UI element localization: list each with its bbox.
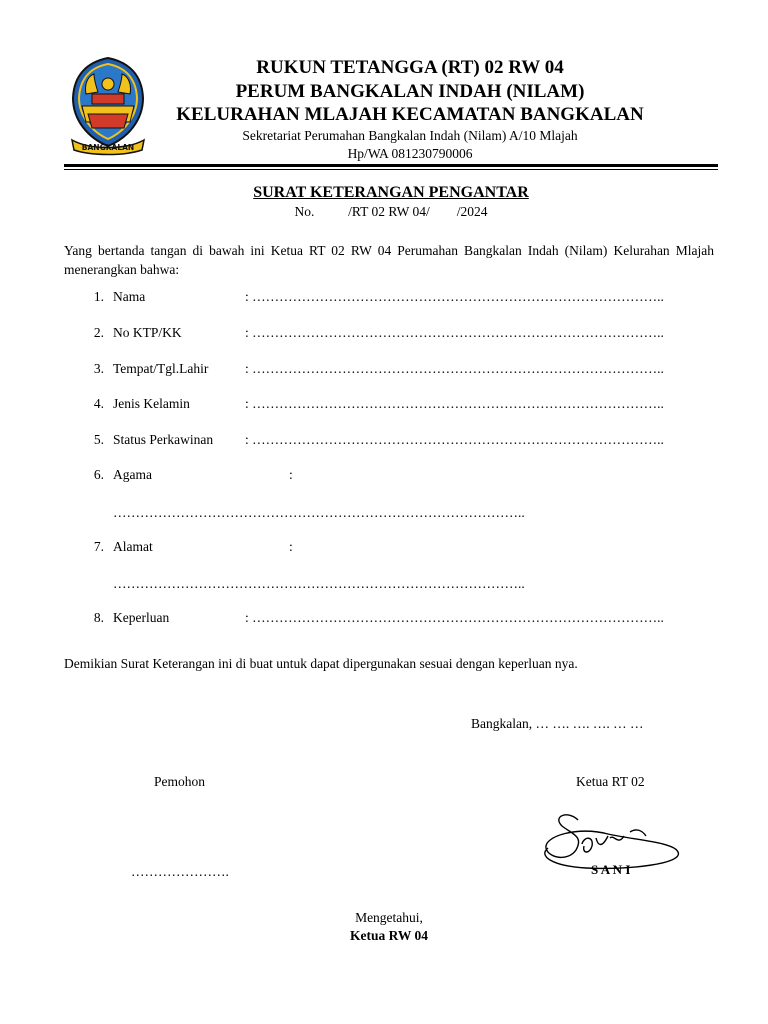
field-fill-line: : ………………………………………………………………………………..	[245, 396, 664, 411]
field-fill-line: : ………………………………………………………………………………..	[245, 432, 664, 447]
field-row-ttl	[88, 359, 718, 379]
header-line-2: PERUM BANGKALAN INDAH (NILAM)	[235, 81, 585, 102]
field-number: 5.	[93, 432, 104, 447]
field-row-status	[88, 430, 718, 450]
letter-number: No. /RT 02 RW 04/ /2024	[294, 204, 488, 219]
field-label: Agama	[113, 467, 152, 482]
field-number: 1.	[93, 289, 104, 304]
header-line-1: RUKUN TETANGGA (RT) 02 RW 04	[256, 57, 564, 78]
field-colon: :	[289, 539, 293, 554]
header-divider-thin	[64, 169, 718, 170]
logo-text: BANGKALAN	[81, 143, 135, 152]
letter-title: SURAT KETERANGAN PENGANTAR	[253, 184, 529, 201]
field-fill-line: : ………………………………………………………………………………..	[245, 361, 664, 376]
field-number: 2.	[93, 325, 104, 340]
applicant-label: Pemohon	[154, 774, 206, 789]
bangkalan-logo	[70, 56, 146, 156]
field-blank-line-agama: ………………………………………………………………………………..	[113, 505, 525, 520]
field-row-keperluan	[88, 608, 718, 628]
field-number: 3.	[93, 361, 104, 376]
field-label: Jenis Kelamin	[113, 396, 190, 411]
header-address: Sekretariat Perumahan Bangkalan Indah (Nilam) A/10 Mlajah	[242, 128, 578, 143]
letter-intro: Yang bertanda tangan di bawah ini Ketua RT 02 RW 04 Perumahan Bangkalan Indah (Nilam) Kelurahan Mlajah menerangkan bahwa:	[64, 243, 714, 277]
header-divider-thick	[64, 164, 718, 167]
rt-chief-name: S A N I	[591, 862, 631, 877]
field-label: Nama	[113, 289, 146, 304]
field-row-ktp	[88, 323, 718, 343]
field-row-jenis-kelamin	[88, 394, 718, 414]
field-label: Alamat	[113, 539, 153, 554]
field-row-alamat	[88, 537, 718, 557]
field-row-agama	[88, 465, 718, 485]
field-number: 7.	[93, 539, 104, 554]
field-number: 6.	[93, 467, 104, 482]
field-label: Status Perkawinan	[113, 432, 214, 447]
closing-text: Demikian Surat Keterangan ini di buat untuk dapat dipergunakan sesuai dengan keperluan nya.	[64, 656, 578, 671]
header-line-3: KELURAHAN MLAJAH KECAMATAN BANGKALAN	[176, 104, 644, 125]
field-fill-line: : ………………………………………………………………………………..	[245, 289, 664, 304]
field-number: 4.	[93, 396, 104, 411]
field-number: 8.	[93, 610, 104, 625]
field-blank-line-alamat: ………………………………………………………………………………..	[113, 576, 525, 591]
field-row-nama	[88, 287, 718, 307]
field-label: Keperluan	[113, 610, 170, 625]
applicant-name-blank: ………………….	[131, 864, 229, 879]
field-colon: :	[289, 467, 293, 482]
field-label: Tempat/Tgl.Lahir	[113, 361, 209, 376]
field-fill-line: : ………………………………………………………………………………..	[245, 610, 664, 625]
rt-chief-label: Ketua RT 02	[576, 774, 645, 789]
field-label: No KTP/KK	[113, 325, 182, 340]
field-fill-line: : ………………………………………………………………………………..	[245, 325, 664, 340]
place-date: Bangkalan, … …. …. …. … …	[471, 716, 644, 731]
header-phone: Hp/WA 081230790006	[347, 146, 473, 161]
rw-chief-label: Ketua RW 04	[349, 928, 429, 943]
ack-label: Mengetahui,	[355, 910, 423, 925]
